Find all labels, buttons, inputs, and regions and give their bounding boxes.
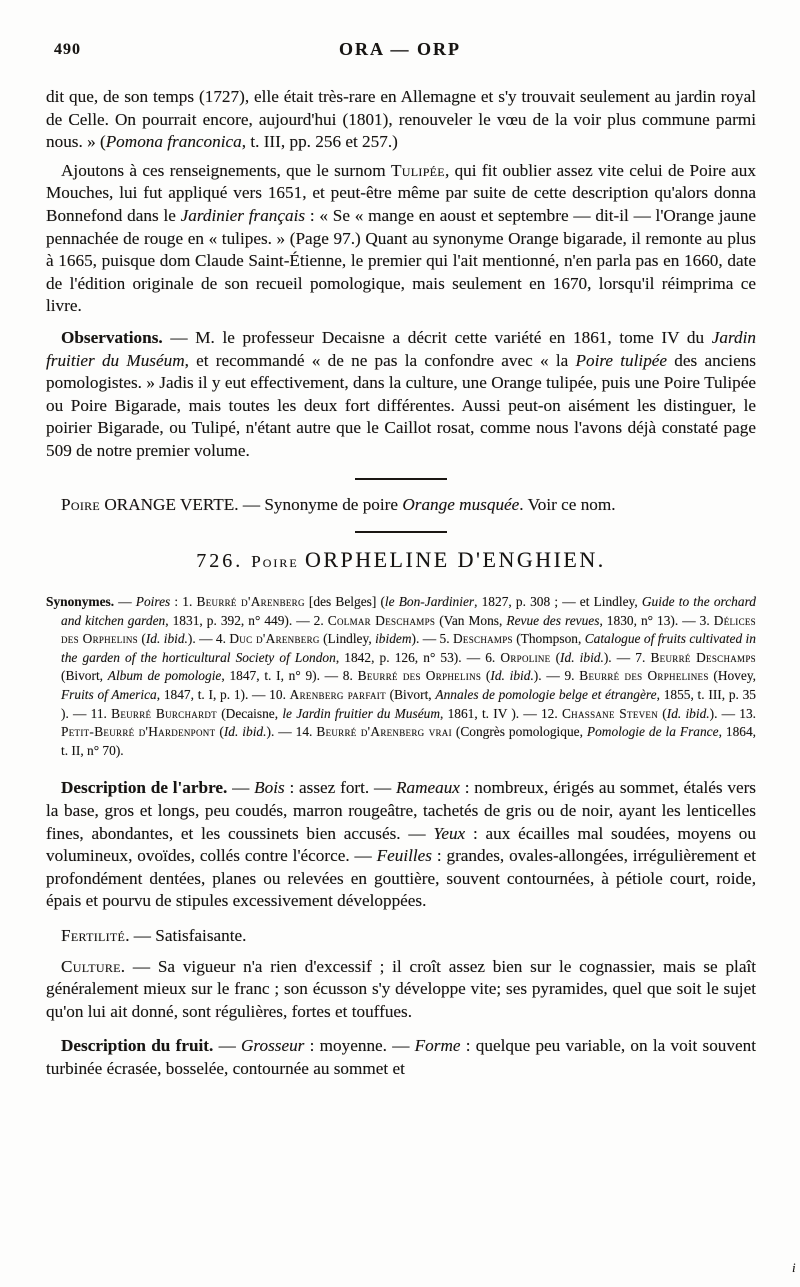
italic-text-run: Id. ibid. xyxy=(560,649,604,665)
italic-text-run: Fruits of America xyxy=(61,687,157,703)
smallcaps-text-run: Beurré d'Arenberg vrai xyxy=(316,724,452,740)
bold-lead-text: Description du fruit. xyxy=(61,1036,214,1056)
smallcaps-text-run: Fertilité xyxy=(61,926,126,945)
italic-text-run: Id. ibid. xyxy=(145,631,188,647)
text-run: , 1861, t. IV ). — 12. xyxy=(440,705,562,721)
text-run: ). — 4. xyxy=(187,631,230,647)
italic-text-run: ibidem xyxy=(375,631,412,647)
article-heading xyxy=(46,547,756,573)
text-run: , 1847, t. I, n° 9). — 8. xyxy=(221,668,358,684)
bold-lead-text: Description de l'arbre. xyxy=(61,778,228,798)
italic-text-run: Pomona franconica xyxy=(105,132,242,152)
italic-text-run: Poire tulipée xyxy=(575,350,668,370)
bold-lead-text: Observations. xyxy=(61,327,163,347)
running-title: ORA — ORP xyxy=(338,39,461,59)
text-run: : quelque peu variable, on la voit souvent turbinée écrasée, bosselée, contournée au sommet et xyxy=(46,1036,756,1078)
continuation-paragraph xyxy=(46,86,756,154)
section-divider xyxy=(355,531,447,533)
smallcaps-text-run: Beurré Deschamps xyxy=(650,649,756,665)
text-run: : grandes, ovales-allongées, irrégulièrement et profondément dentées, planes ou relevées en gouttière, souvent contournées, à pétiole court, roide, épais et pourvu de stipules excessivement développées. xyxy=(46,846,756,911)
text-run: ( xyxy=(137,631,146,647)
text-run: (Lindley, xyxy=(319,631,376,647)
heading-title: ORPHELINE D'ENGHIEN. xyxy=(304,547,606,573)
heading-number: 726. xyxy=(196,550,252,573)
italic-text-run: Feuilles xyxy=(376,846,432,866)
italic-text-run: Bois xyxy=(254,778,285,798)
text-run: (Congrès pomologique, xyxy=(451,724,587,740)
section-divider xyxy=(355,478,447,480)
text-run: (Thompson, xyxy=(512,631,585,647)
smallcaps-text-run: Petit-Beurré d'Hardenpont xyxy=(61,724,216,740)
text-run: — xyxy=(213,1036,242,1056)
smallcaps-text-run: Duc d'Arenberg xyxy=(229,631,320,647)
italic-text-run: Grosseur xyxy=(241,1036,305,1056)
italic-text-run: Jardin fruitier du Muséum xyxy=(46,327,756,370)
italic-text-run: Poires xyxy=(135,594,171,610)
text-run: , 1827, p. 308 ; — et Lindley, xyxy=(474,594,642,610)
italic-text-run: Yeux xyxy=(433,823,466,843)
orange-verte-paragraph xyxy=(46,494,756,517)
text-run: des anciens pomologistes. » Jadis il y eut effectivement, dans la culture, une Orange tulipée, puis une Poire Tulipée ou Poire Bigarade, mais toutes les deux fort différentes. Aussi peut-on aisément les distinguer, le poirier Bigarade, ou Tulipé, n'étant autre que le Caillot rosat, comme nous l'avons déjà constaté page 509 de notre premier volume. xyxy=(46,350,756,460)
smallcaps-text-run: Tulipée xyxy=(391,160,445,180)
smallcaps-text-run: Beurré Burchardt xyxy=(111,705,217,721)
italic-text-run: Jardinier français xyxy=(180,205,306,225)
running-header xyxy=(0,0,800,64)
smallcaps-text-run: Orpoline xyxy=(500,649,551,665)
text-run: (Bivort, xyxy=(385,687,436,703)
smallcaps-text-run: Délices des Orphelins xyxy=(61,612,756,647)
text-run: dit que, de son temps (1727), elle était très-rare en Allemagne et s'y trouvait seulement au jardin royal de Celle. On pourrait encore, aujourd'hui (1801), renouveler le vœu de la voir plus commune parmi nous. » ( xyxy=(46,87,756,152)
italic-text-run: Annales de pomologie belge et étrangère xyxy=(435,687,657,703)
text-run: ). — 13. xyxy=(709,705,757,721)
italic-text-run: Orange musquée xyxy=(402,494,520,514)
text-run: (Hovey, xyxy=(708,668,756,684)
page-content xyxy=(0,64,800,1081)
italic-text-run: Revue des revues xyxy=(506,612,600,628)
text-run: (Bivort, xyxy=(61,668,108,684)
text-run: ( xyxy=(550,649,561,665)
text-run: : assez fort. — xyxy=(284,778,396,798)
synonyms-block xyxy=(46,593,756,760)
heading-smallcaps: Poire xyxy=(251,552,305,572)
text-run: : nombreux, érigés au sommet, étalés vers la base, gros et longs, peu coudés, marron rougeâtre, tachetés de gris ou de noir, ayant les lenticelles fines, abondantes, et les coussinets bien accusés. — xyxy=(46,778,756,843)
text-run: , 1855, t. III, p. 35 ). — 11. xyxy=(61,687,756,721)
text-run: , 1847, t. I, p. 1). — 10. xyxy=(156,687,290,703)
italic-text-run: Forme xyxy=(414,1036,461,1056)
text-run: ( xyxy=(658,705,667,721)
text-run: , t. III, pp. 256 et 257.) xyxy=(241,132,398,152)
smallcaps-text-run: Beurré des Orphelins xyxy=(357,668,482,684)
text-run: , qui fit oublier assez vite celui de Poire aux Mouches, lui fut appliqué vers 1651, et peut-être même par suite de cette description qu'alors donna Bonnefond dans le xyxy=(46,160,756,225)
italic-text-run: Pomologie de la France xyxy=(586,724,719,740)
arbre-paragraph xyxy=(46,777,756,913)
tulipee-paragraph xyxy=(46,160,756,318)
text-run: . — Sa vigueur n'a rien d'excessif ; il croît assez bien sur le cognassier, mais se plaît généralement mieux sur le franc ; son écusson s'y développe vite; ses pyramides, quel que soit le sujet qu'on lui ait donné, sont régulières, fortes et touffues. xyxy=(46,956,756,1021)
italic-text-run: le Bon-Jardinier xyxy=(384,594,475,610)
observations-paragraph xyxy=(46,327,756,463)
text-run: ). — 5. xyxy=(411,631,453,647)
italic-text-run: Catalogue of fruits cultivated in the garden of the horticultural Society of London xyxy=(61,631,756,665)
smallcaps-text-run: Deschamps xyxy=(452,631,513,647)
bold-lead-text: Synonymes. xyxy=(46,594,115,610)
text-run: (Van Mons, xyxy=(435,612,507,628)
smallcaps-text-run: Beurré des Orphelines xyxy=(579,668,709,684)
text-run: : « Se « mange en aoust et septembre — dit-il — l'Orange jaune pennachée de rouge en « tulipes. » (Page 97.) Quant au synonyme Orange bigarade, il remonte au plus à 1665, puisque dom Claude Saint-Étienne, le premier qui l'ait mentionné, n'en parla pas en 1660, date de l'édition originale de son recueil pomologique, mais seulement en 1670, lorsqu'il réimprima ce livre. xyxy=(46,205,756,316)
text-run: — xyxy=(114,594,136,610)
fertilite-paragraph xyxy=(46,925,756,948)
smallcaps-text-run: Culture xyxy=(61,956,121,976)
italic-text-run: Album de pomologie xyxy=(107,668,222,684)
text-run: ( xyxy=(215,724,224,740)
text-run: ). — 9. xyxy=(533,668,580,684)
smallcaps-text-run: Arenberg parfait xyxy=(289,687,386,703)
italic-text-run: Rameaux xyxy=(395,778,460,798)
smallcaps-text-run: Beurré d'Arenberg xyxy=(196,594,305,610)
text-run: Ajoutons à ces renseignements, que le surnom xyxy=(61,160,391,180)
italic-text-run: Id. ibid. xyxy=(223,724,267,740)
corner-mark: i xyxy=(792,1260,796,1275)
text-run: , et recommandé « de ne pas la confondre avec « la xyxy=(184,350,576,370)
text-run: : aux écailles mal soudées, moyens ou volumineux, ovoïdes, collés contre l'écorce. — xyxy=(46,823,756,866)
culture-paragraph xyxy=(46,956,756,1024)
smallcaps-text-run: Chassane Steven xyxy=(561,705,659,721)
text-run: — xyxy=(227,778,255,798)
italic-text-run: Id. ibid. xyxy=(490,668,534,684)
text-run: [des Belges] ( xyxy=(304,594,385,610)
smallcaps-text-run: Poire xyxy=(61,494,101,514)
text-run: ( xyxy=(481,668,491,684)
text-run: : 1. xyxy=(170,594,197,610)
text-run: , 1831, p. 392, n° 449). — 2. xyxy=(165,612,328,628)
fruit-paragraph xyxy=(46,1035,756,1080)
smallcaps-text-run: Colmar Deschamps xyxy=(327,612,436,628)
italic-text-run: Guide to the orchard and kitchen garden xyxy=(61,594,756,628)
italic-text-run: Id. ibid. xyxy=(666,705,710,721)
text-run: (Decaisne, xyxy=(216,705,283,721)
text-run: : moyenne. — xyxy=(304,1036,415,1056)
text-run: , 1864, t. II, n° 70). xyxy=(61,724,757,758)
text-run: , 1842, p. 126, n° 53). — 6. xyxy=(335,649,501,665)
text-run: ORANGE VERTE. — Synonyme de poire xyxy=(100,494,403,514)
text-run: — M. le professeur Decaisne a décrit cette variété en 1861, tome IV du xyxy=(162,327,712,347)
text-run: ). — 14. xyxy=(266,724,317,740)
text-run: . Voir ce nom. xyxy=(519,494,616,514)
text-run: , 1830, n° 13). — 3. xyxy=(599,612,714,628)
page-number: 490 xyxy=(54,41,81,58)
text-run: . — Satisfaisante. xyxy=(125,926,247,945)
italic-text-run: le Jardin fruitier du Muséum xyxy=(282,705,441,721)
text-run: ). — 7. xyxy=(603,649,651,665)
